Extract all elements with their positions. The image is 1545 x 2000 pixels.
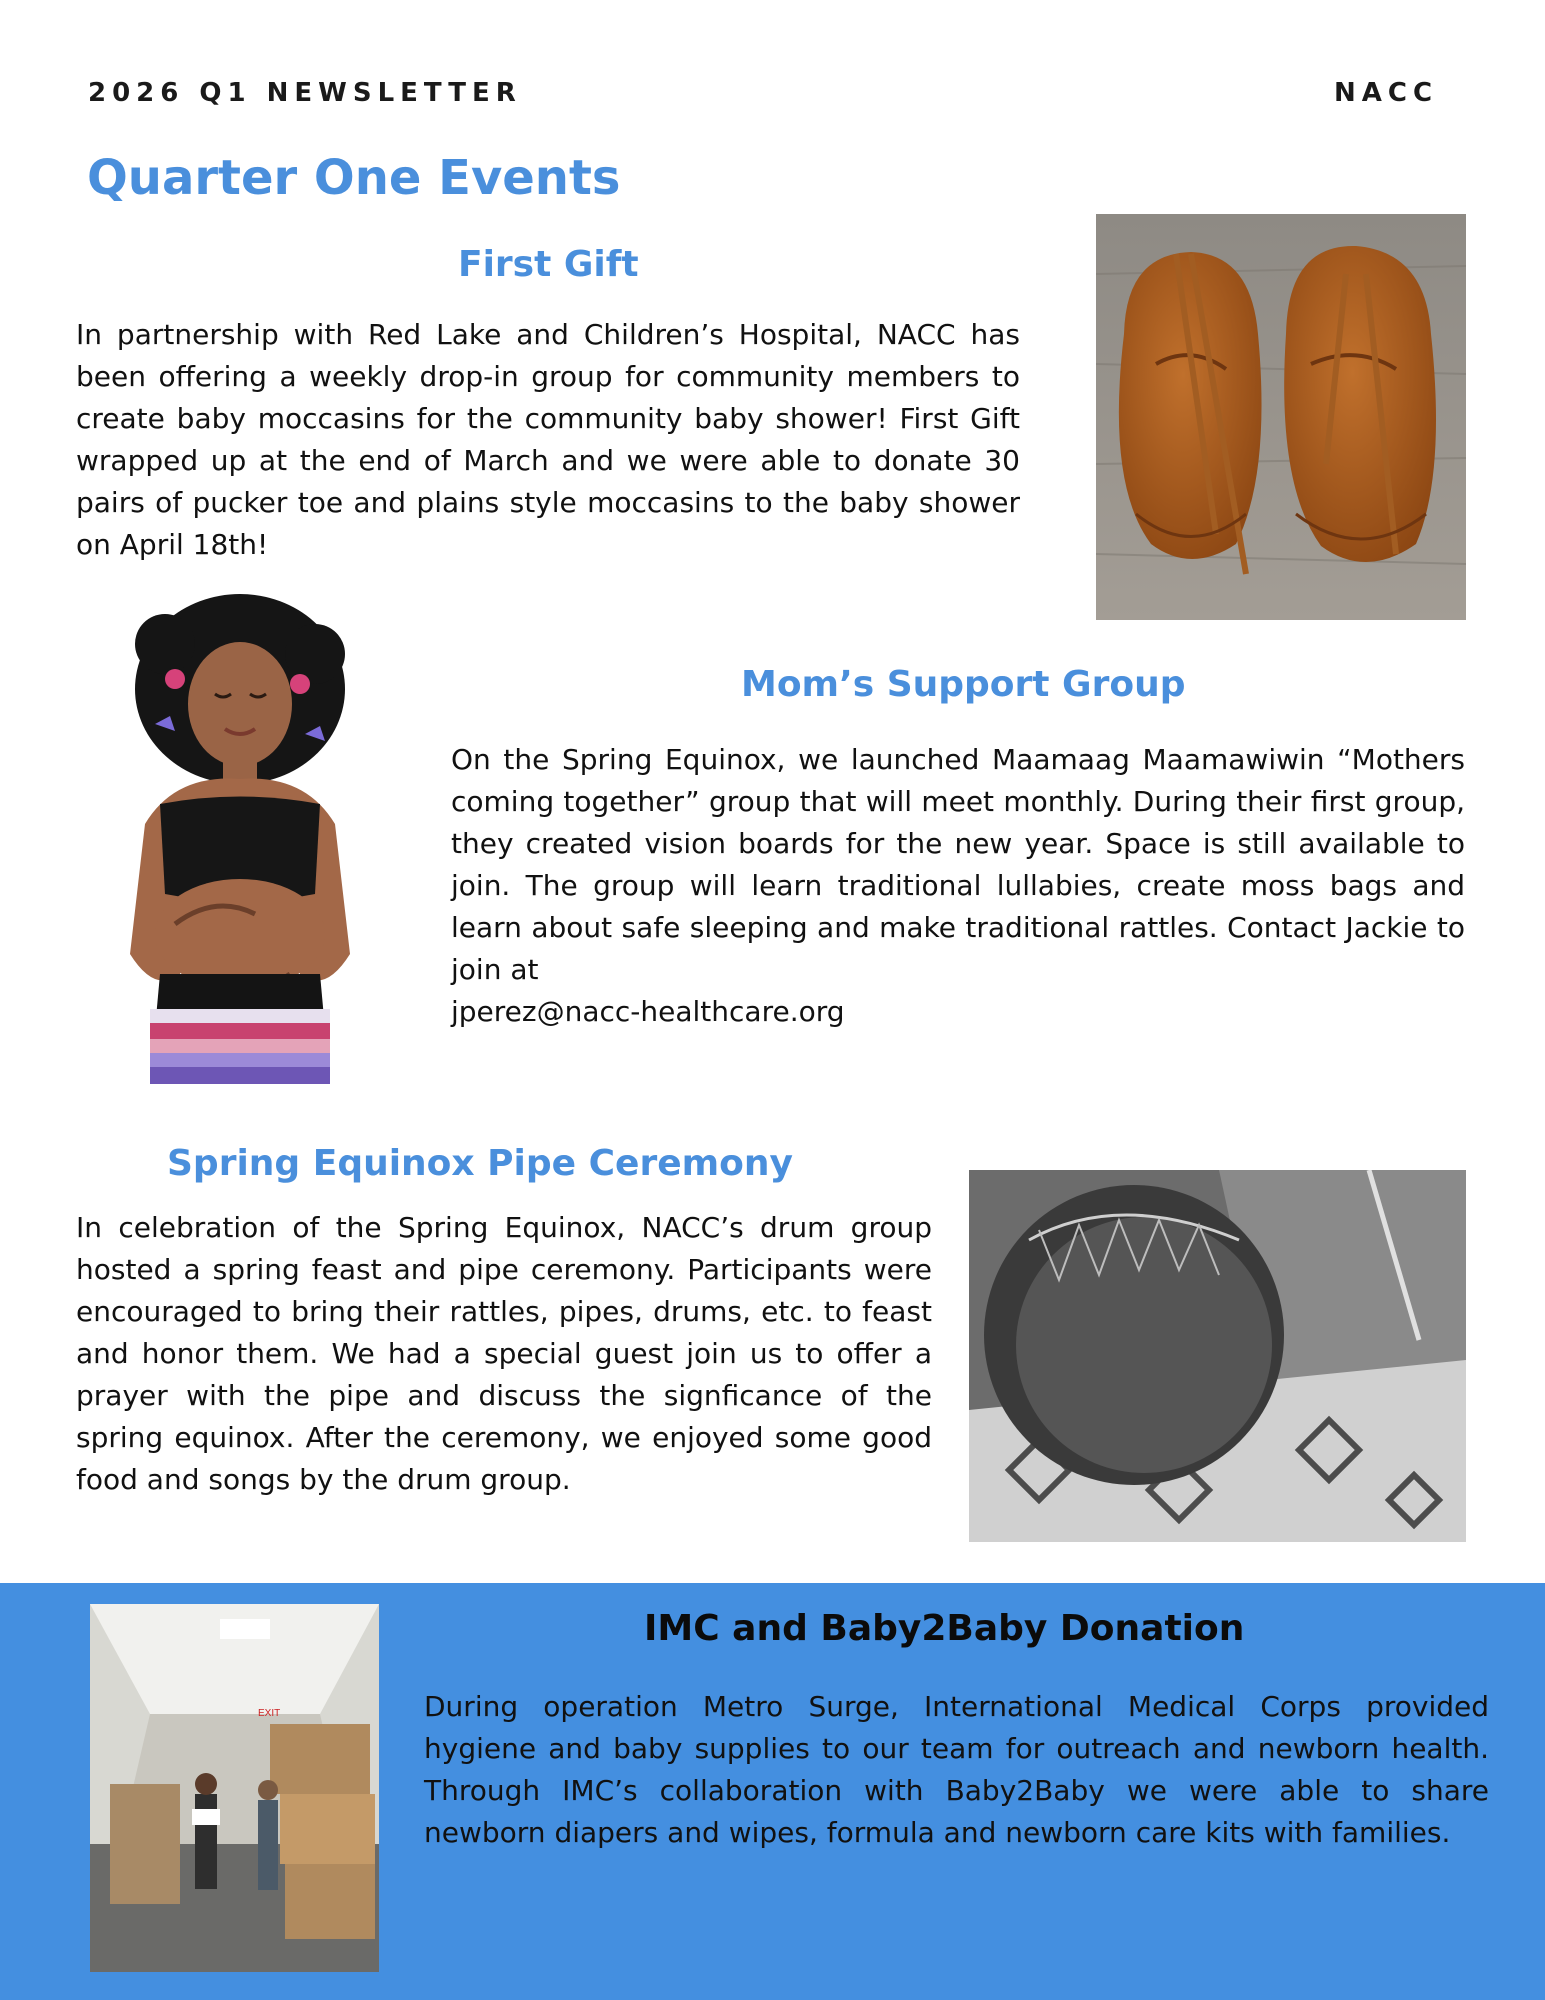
first-gift-title: First Gift [458, 244, 639, 285]
moms-group-body [451, 739, 1465, 1033]
newsletter-issue: 2026 Q1 NEWSLETTER [88, 78, 522, 108]
donation-body: During operation Metro Surge, International Medical Corps provided hygiene and baby supplies to our team for outreach and newborn health. Through IMC’s collaboration with Baby2Baby we were able to share newborn diapers and wipes, formula and newborn care kits with families. [424, 1690, 1489, 1849]
page-title: Quarter One Events [87, 150, 621, 206]
org-name: NACC [1334, 78, 1439, 108]
expectant-mother-illustration [105, 594, 375, 1084]
exit-sign: EXIT [258, 1708, 281, 1719]
first-gift-body: In partnership with Red Lake and Children’s Hospital, NACC has been offering a weekly drop-in group for community members to create baby moccasins for the community baby shower! First Gift wrapped up at the end of March and we were able to donate 30 pairs of pucker toe and plains style moccasins to the baby shower on April 18th! [76, 318, 1020, 561]
donation-title: IMC and Baby2Baby Donation [644, 1608, 1245, 1649]
moms-group-text: On the Spring Equinox, we launched Maamaag Maamawiwin “Mothers coming together” group that will meet monthly. During their first group, they created vision boards for the new year. Space is still available to join. The group will learn traditional lullabies, create moss bags and learn about safe sleeping and make traditional rattles. Contact Jackie to join at [451, 743, 1465, 986]
pipe-ceremony-body: In celebration of the Spring Equinox, NACC’s drum group hosted a spring feast and pipe ceremony. Participants were encouraged to bring their rattles, pipes, drums, etc. to feast and honor them. We had a special guest join us to offer a prayer with the pipe and discuss the signficance of the spring equinox. After the ceremony, we enjoyed some good food and songs by the drum group. [76, 1211, 932, 1496]
pipe-ceremony-title: Spring Equinox Pipe Ceremony [167, 1143, 793, 1184]
hand-drum-photo [969, 1170, 1466, 1542]
donation-band [0, 1583, 1545, 2000]
moms-group-title: Mom’s Support Group [741, 664, 1186, 705]
baby-moccasins-photo [1096, 214, 1466, 620]
supply-room-photo [90, 1604, 379, 1972]
contact-email[interactable]: jperez@nacc-healthcare.org [451, 995, 845, 1028]
